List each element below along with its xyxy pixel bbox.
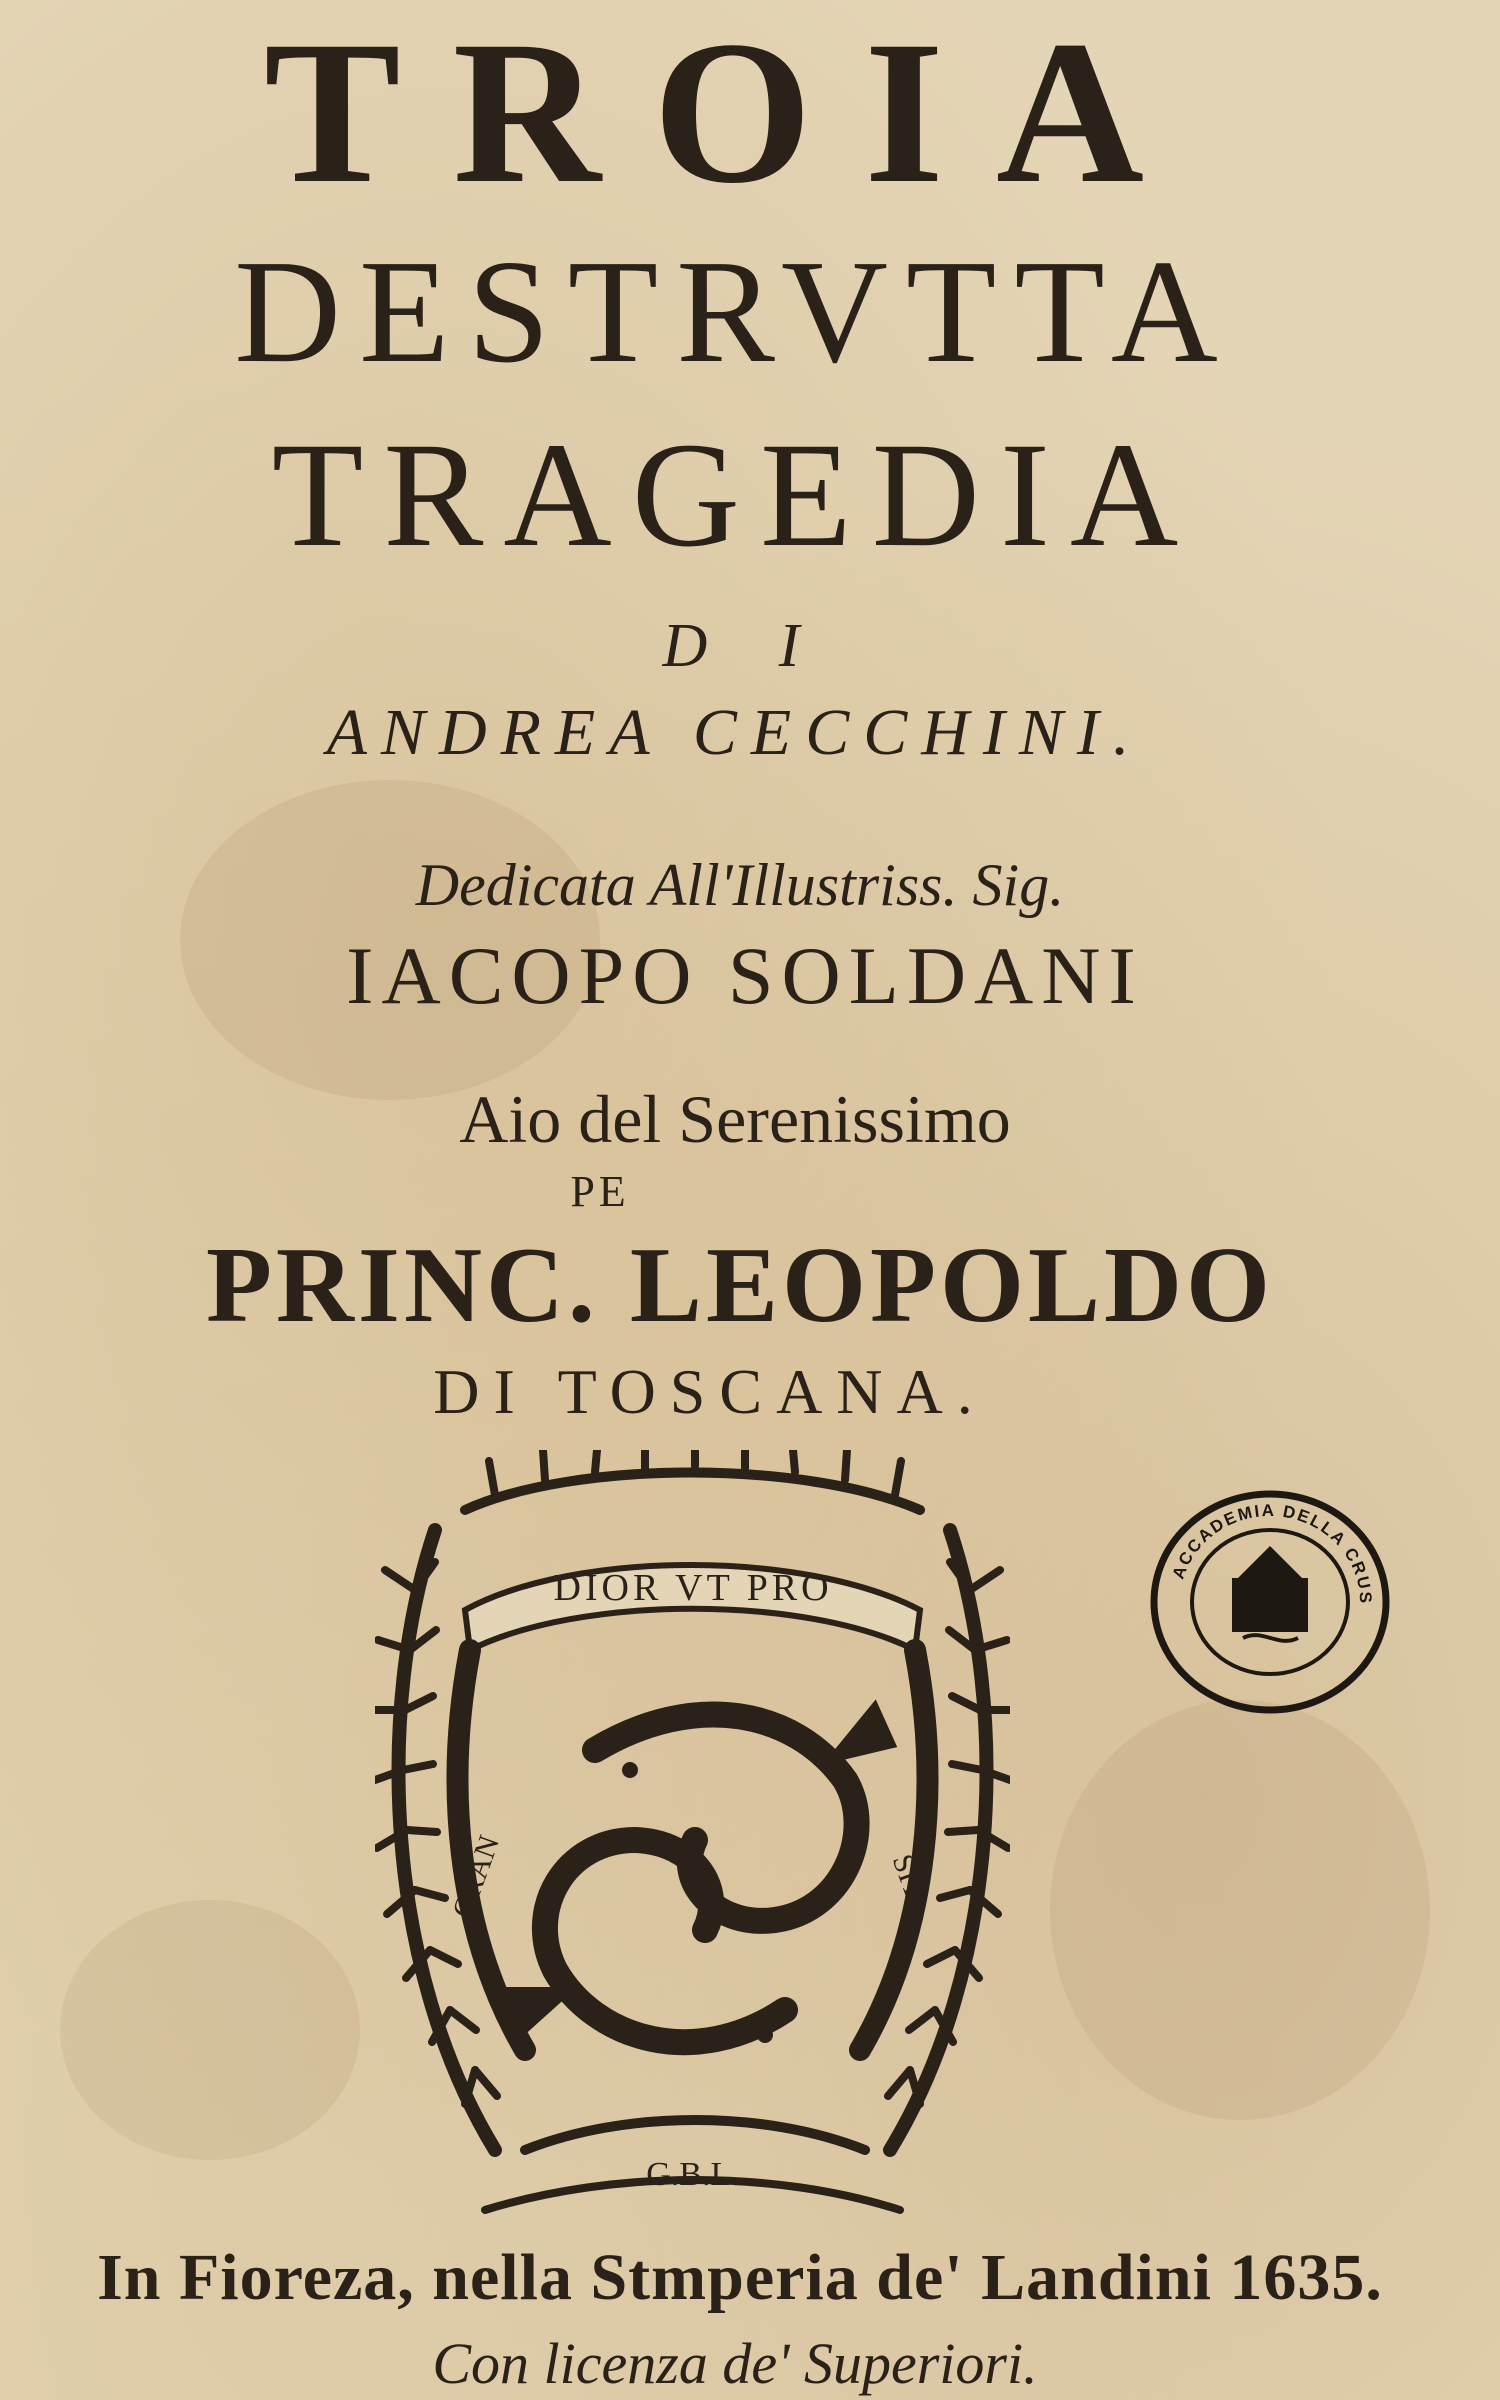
region-line: DI TOSCANA. <box>433 1356 987 1427</box>
library-stamp-icon <box>1148 1488 1392 1716</box>
printer-device-icon <box>375 1450 1010 2230</box>
by-line: D I <box>662 612 828 680</box>
device-motto-top: DIOR VT PRO <box>553 1567 833 1609</box>
svg-text:ACCADEMIA DELLA CRUSCA: ACCADEMIA DELLA CRUS <box>1168 1500 1376 1606</box>
imprint-line: In Fioreza, nella Stmperia de' Landini 1635. <box>97 2241 1383 2314</box>
foxing-stain <box>1050 1700 1430 2120</box>
title-troia: TROIA <box>263 0 1197 226</box>
prince-name: PRINC. LEOPOLDO <box>205 1226 1275 1345</box>
device-motto-side-right: SIT <box>885 1849 933 1904</box>
dedicatee-role: Aio del Serenissimo <box>459 1081 1011 1157</box>
dedication-line: Dedicata All'Illustriss. Sig. <box>415 852 1065 918</box>
dedicatee-name: IACOPO SOLDANI <box>346 930 1144 1021</box>
foxing-stain <box>60 1900 360 2160</box>
license-line: Con licenza de' Superiori. <box>432 2331 1038 2396</box>
device-initials: G.B.L. <box>646 2156 740 2193</box>
author-name: ANDREA CECCHINI. <box>326 696 1144 769</box>
title-destrutta: DESTRVTTA <box>234 230 1236 394</box>
title-tragedia: TRAGEDIA <box>271 412 1199 578</box>
device-motto-side: GRAN <box>446 1831 507 1923</box>
pe-line: PE <box>570 1167 630 1216</box>
